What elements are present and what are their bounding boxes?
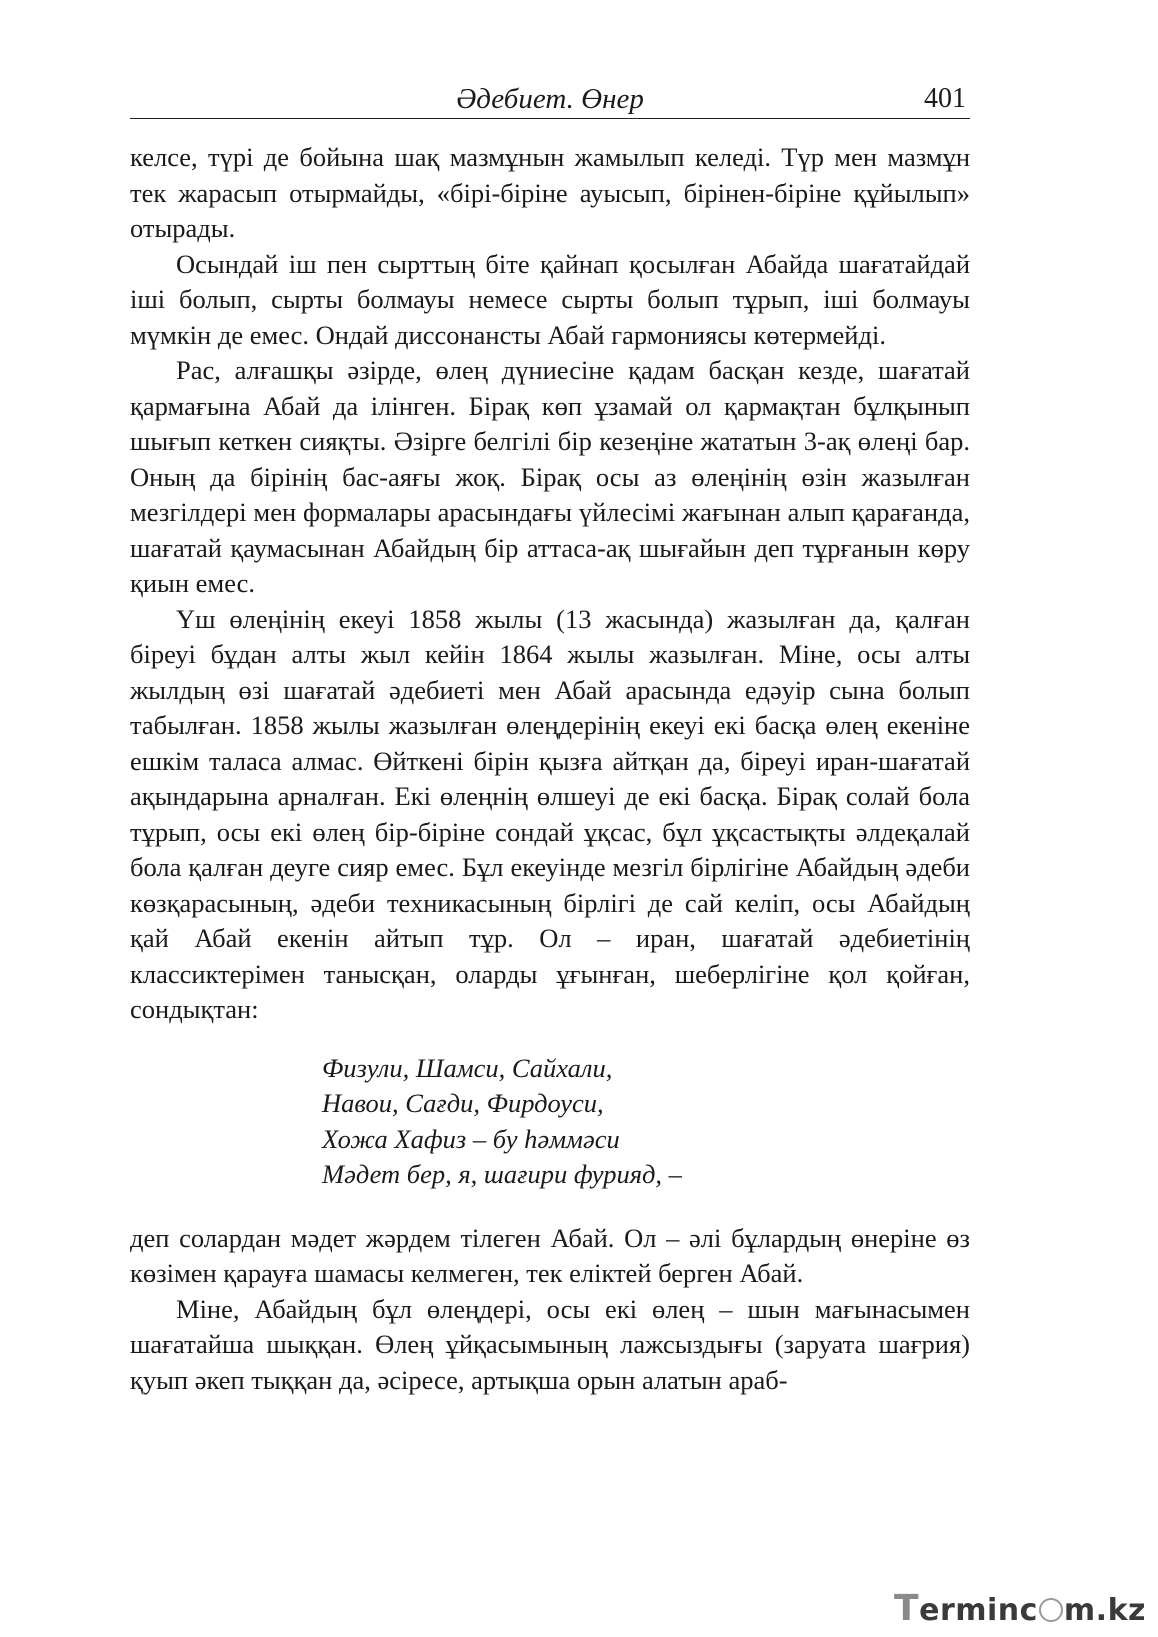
running-header bbox=[130, 80, 970, 119]
body-text bbox=[130, 140, 970, 1398]
paragraph: деп солардан мәдет жәрдем тілеген Абай. Ол – әлі бұлардың өнеріне өз көзімен қарауға шамасы келмеген, тек еліктей берген Абай. bbox=[130, 1222, 970, 1288]
magnifier-icon bbox=[1039, 1598, 1063, 1622]
verse-line: Мәдет бер, я, шағири фурияд, – bbox=[322, 1159, 682, 1189]
verse-quote bbox=[322, 1051, 970, 1193]
section-title: Әдебиет. Өнер bbox=[456, 83, 644, 115]
paragraph: Үш өлеңінің екеуі 1858 жылы (13 жасында) жазылған да, қалған біреуі бұдан алты жыл кейін 1864 жылы жазылған. Міне, осы алты жылдың өзі шағатай әдебиеті мен Абай арасында едәуір сына болып табылған. 1858 жылы жазылған өлеңдерінің екеуі екі басқа өлең екеніне ешкім таласа алмас. Өйткені бірін қызға айтқан да, біреуі иран-шағатай ақындарына арналған. Екі өлеңнің өлшеуі де екі басқа. Бірақ солай бола тұрып, осы екі өлең бір-біріне сондай ұқсас, бұл ұқсастықты әлдеқалай бола қалған деуге сияр емес. Бұл екеуінде мезгіл бірлігіне Абайдың әдеби көзқарасының, әдеби техникасының бірлігі де сай келіп, осы Абайдың қай Абай екенін айтып тұр. Ол – иран, шағатай әдебиетінің классиктерімен танысқан, оларды ұғынған, шеберлігіне қол қойған, сондықтан: bbox=[130, 603, 970, 1024]
verse-line: Физули, Шамси, Сайхали, bbox=[322, 1052, 613, 1083]
watermark-prefix: T bbox=[894, 1588, 920, 1629]
watermark-suffix: m.kz bbox=[1063, 1593, 1146, 1628]
paragraph: Осындай іш пен сырттың біте қайнап қосылған Абайда шағатайдай іші болып, сырты болмауы немесе сырты болып тұрып, іші болмауы мүмкін де емес. Ондай диссонансты Абай гармониясы көтермейді. bbox=[130, 248, 970, 350]
verse-line: Хожа Хафиз – бу һәммәси bbox=[322, 1123, 620, 1154]
verse-line: Навои, Сағди, Фирдоуси, bbox=[322, 1088, 604, 1118]
page-number: 401 bbox=[924, 83, 966, 114]
watermark-logo bbox=[894, 1588, 1146, 1629]
paragraph: келсе, түрі де бойына шақ мазмұнын жамылып келеді. Түр мен мазмұн тек жарасып отырмайды, «бірі-біріне ауысып, бірінен-біріне құйылып» отырады. bbox=[130, 142, 970, 243]
paragraph: Рас, алғашқы әзірде, өлең дүниесіне қадам басқан кезде, шағатай қармағына Абай да ілінген. Бірақ көп ұзамай ол қармақтан бұлқынып шығып кеткен сияқты. Әзірге белгілі бір кезеңіне жататын 3-ақ өлеңі бар. Оның да бірінің бас-аяғы жоқ. Бірақ осы аз өлеңінің өзін жазылған мезгілдері мен формалары арасындағы үйлесімі жағынан алып қарағанда, шағатай қаумасынан Абайдың бір аттаса-ақ шығайын деп тұрғанын көру қиын емес. bbox=[130, 355, 970, 598]
watermark-middle: erminc bbox=[919, 1593, 1038, 1628]
paragraph: Міне, Абайдың бұл өлеңдері, осы екі өлең – шын мағынасымен шағатайша шыққан. Өлең ұйқасымының лажсыздығы (заруата шағрия) қуып әкеп тыққан да, әсіресе, артықша орын алатын араб- bbox=[130, 1293, 970, 1395]
document-page bbox=[130, 0, 970, 1637]
